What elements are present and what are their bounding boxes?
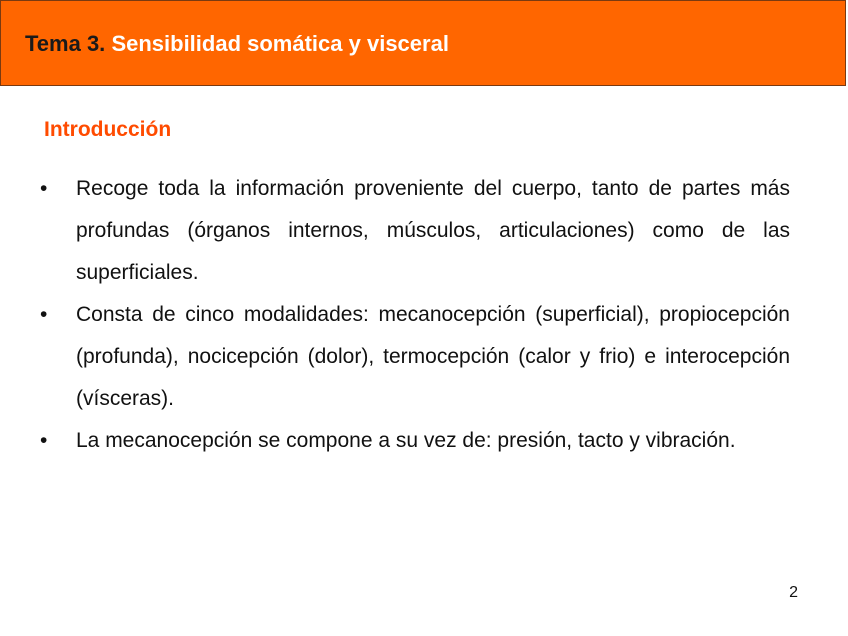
bullet-list [40, 168, 790, 462]
bullet-item [40, 168, 790, 294]
bullet-dot-icon: • [40, 303, 48, 326]
slide-title-text: Sensibilidad somática y visceral [111, 31, 449, 56]
slide-title-prefix: Tema 3. [25, 31, 106, 56]
section-heading: Introducción [44, 118, 172, 141]
bullet-item [40, 420, 790, 462]
bullet-text: Recoge toda la información proveniente del cuerpo, tanto de partes más profundas (órganos internos, músculos, articulaciones) como de las superficiales. [76, 177, 790, 284]
bullet-dot-icon: • [40, 177, 48, 200]
title-banner [0, 0, 846, 86]
bullet-text: La mecanocepción se compone a su vez de: presión, tacto y vibración. [76, 429, 736, 452]
bullet-item [40, 294, 790, 420]
slide-title [25, 30, 449, 58]
page-number: 2 [789, 584, 798, 601]
bullet-dot-icon: • [40, 429, 48, 452]
bullet-text: Consta de cinco modalidades: mecanocepción (superficial), propiocepción (profunda), nocicepción (dolor), termocepción (calor y frio) e interocepción (vísceras). [76, 303, 790, 410]
